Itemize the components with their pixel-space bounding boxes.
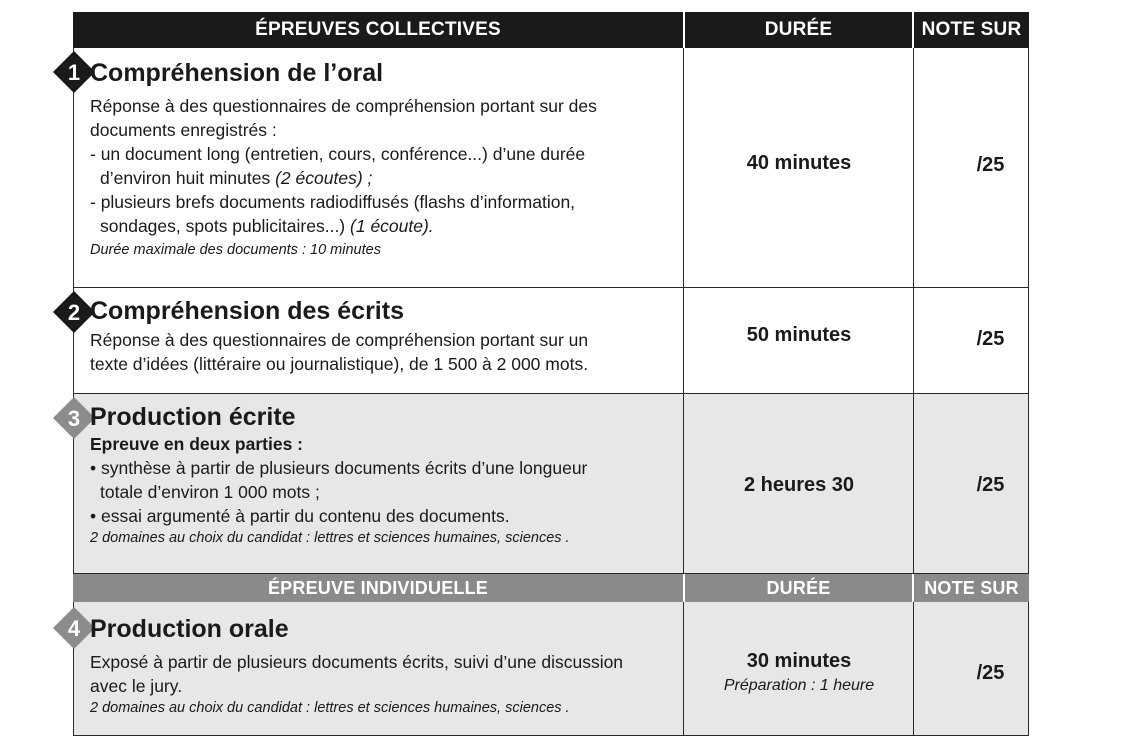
section-1-content [90, 58, 680, 260]
header-duree-label: DURÉE [764, 19, 833, 40]
section-3-line: • synthèse à partir de plusieurs documents écrits d’une longueur [90, 458, 588, 478]
section-3-line: • essai argumenté à partir du contenu des documents. [90, 506, 510, 526]
header-epreuves-collectives [73, 12, 683, 48]
header2-epreuve-label: ÉPREUVE INDIVIDUELLE [267, 577, 489, 598]
section-4-title: Production orale [90, 615, 289, 643]
row-comprehension-oral [67, 48, 1029, 288]
section-1-line: - plusieurs brefs documents radiodiffusés (flashs d’information, [90, 192, 576, 212]
section-2-score: /25 [976, 328, 1005, 350]
section-3-score: /25 [976, 474, 1005, 496]
section-1-score: /25 [976, 154, 1005, 176]
section-3-subtitle: Epreuve en deux parties : [90, 434, 303, 454]
svg-text:4: 4 [67, 616, 81, 641]
section-1-line: - un document long (entretien, cours, conférence...) d’une durée [90, 144, 586, 164]
header-epreuve-individuelle [73, 574, 683, 602]
section-1-duration: 40 minutes [746, 152, 852, 174]
header2-note-sur [914, 574, 1029, 602]
section-4-content [90, 614, 680, 718]
section-4-duration [684, 650, 914, 695]
section-2-content [90, 296, 680, 376]
section-4-line: avec le jury. [90, 676, 183, 696]
section-2-line: Réponse à des questionnaires de compréhension portant sur un [90, 330, 589, 350]
section-2-title: Compréhension des écrits [90, 297, 404, 325]
header-note-sur [914, 12, 1029, 48]
svg-text:1: 1 [67, 60, 81, 85]
section-3-content [90, 402, 680, 548]
section-4-note: 2 domaines au choix du candidat : lettres et sciences humaines, sciences . [90, 700, 570, 716]
section-4-duration-prep: Préparation : 1 heure [723, 677, 875, 694]
section-3-title: Production écrite [90, 403, 296, 431]
section-4-duration-main: 30 minutes [746, 650, 852, 672]
section-3-line: totale d’environ 1 000 mots ; [100, 482, 320, 502]
section-1-line: documents enregistrés : [90, 120, 277, 140]
header2-duree [685, 574, 912, 602]
section-3-duration: 2 heures 30 [743, 474, 855, 496]
row-production-orale [67, 602, 1029, 736]
section-4-line: Exposé à partir de plusieurs documents écrits, suivi d’une discussion [90, 652, 624, 672]
header2-note-label: NOTE SUR [924, 577, 1019, 598]
header-note-label: NOTE SUR [921, 19, 1022, 40]
header-duree [685, 12, 912, 48]
svg-text:2: 2 [67, 300, 81, 325]
row-comprehension-ecrits [67, 288, 1029, 394]
section-1-line: sondages, spots publicitaires...) (1 écoute). [100, 216, 434, 236]
svg-text:3: 3 [67, 406, 81, 431]
section-2-duration: 50 minutes [746, 324, 852, 346]
header-epreuves-label: ÉPREUVES COLLECTIVES [255, 19, 501, 40]
section-2-line: texte d’idées (littéraire ou journalistique), de 1 500 à 2 000 mots. [90, 354, 589, 374]
section-1-line: d’environ huit minutes (2 écoutes) ; [100, 168, 373, 188]
section-1-title: Compréhension de l’oral [90, 59, 384, 87]
header2-duree-label: DURÉE [766, 577, 831, 598]
row-production-ecrite [67, 394, 1029, 574]
section-3-note: 2 domaines au choix du candidat : lettres et sciences humaines, sciences . [90, 530, 570, 546]
section-1-line: Réponse à des questionnaires de compréhension portant sur des [90, 96, 597, 116]
section-1-note: Durée maximale des documents : 10 minutes [90, 242, 381, 258]
section-4-score: /25 [976, 662, 1005, 684]
